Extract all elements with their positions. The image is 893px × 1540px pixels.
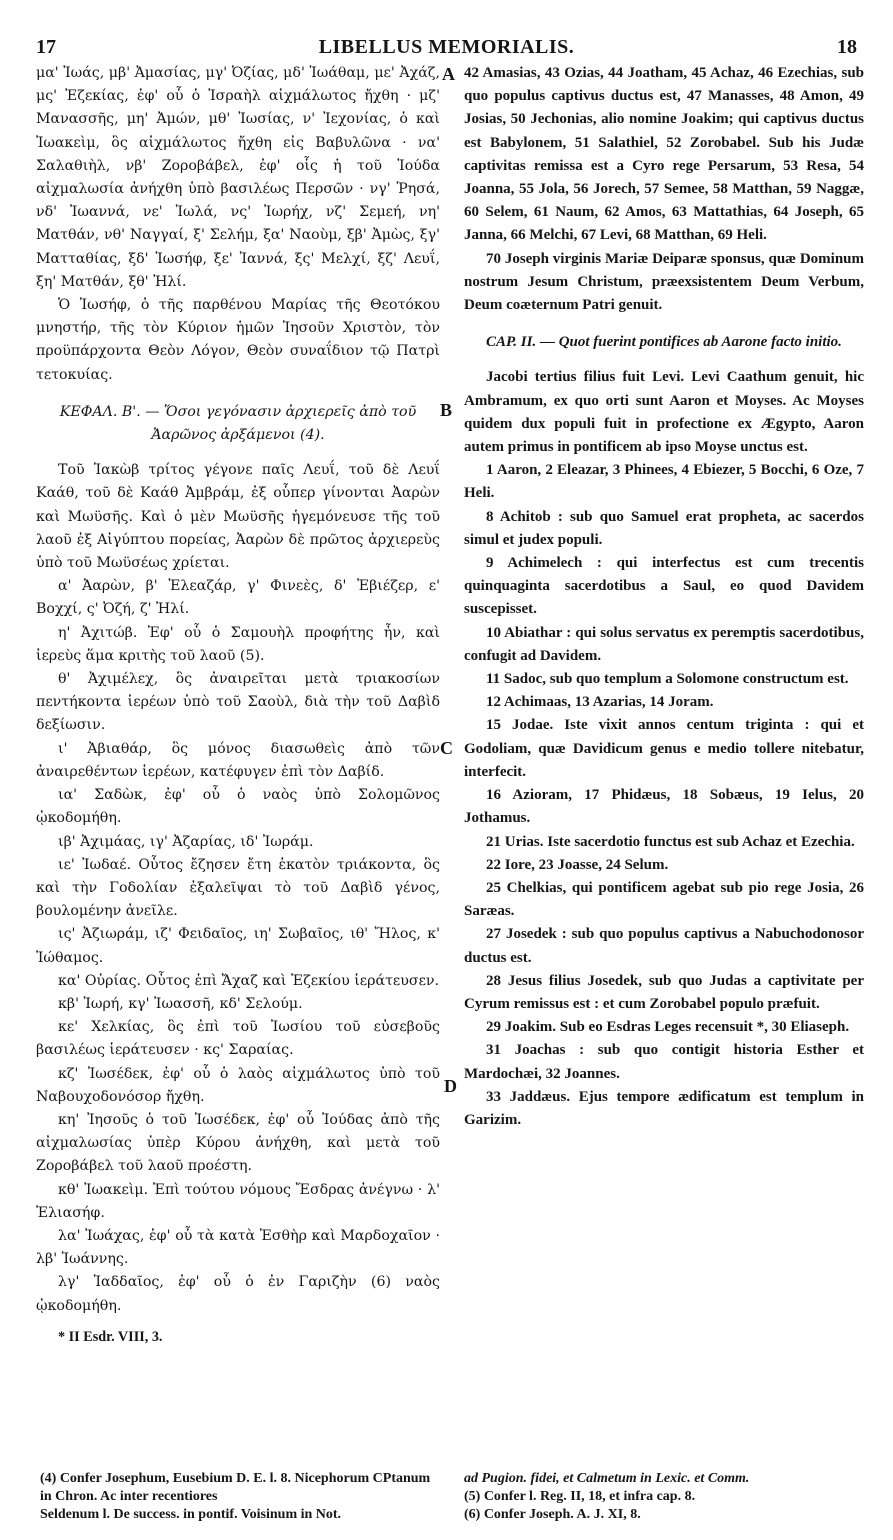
greek-paragraph: ις' Ἀζιωράμ, ιζ' Φειδαῖος, ιη' Σωβαῖος, ιθ' Ἤλος, κ' Ἰώθαμος.	[36, 926, 440, 966]
latin-paragraph: 25 Chelkias, qui pontificem agebat sub pio rege Josia, 26 Saræas.	[464, 879, 864, 920]
greek-chapter-heading: ΚΕΦΑΛ. Β'. — Ὅσοι γεγόνασιν ἀρχιερεῖς ἀπὸ τοῦ Ἀαρῶνος ἀρξάμενοι (4).	[59, 403, 417, 444]
greek-paragraph: μα' Ἰωάς, μβ' Ἀμασίας, μγ' Ὀζίας, μδ' Ἰωάθαμ, με' Ἀχάζ, μς' Ἐζεκίας, ἐφ' οὗ ὁ Ἰσραὴλ αἰχμάλωτος ἤχθη · μζ' Μανασσῆς, μη' Ἀμών, μθ' Ἰωσίας, ν' Ἰεχονίας, ὁ καὶ Ἰωακεὶμ, ὃς αἰχμάλωτος ἤχθη εἰς Βαβυλῶνα · να' Σαλαθιὴλ, νβ' Ζοροβάβελ, ἐφ' οἷς ἡ τοῦ Ἰούδα αἰχμαλωσία ἀνήχθη ὑπὸ βασιλέως Περσῶν · νγ' Ῥησά, νδ' Ἰωαννά, νε' Ἰωλά, νς' Ἰωρήχ, νζ' Σεμεή, νη' Ματθάν, νθ' Ναγγαί, ξ' Σελήμ, ξα' Ναοὺμ, ξβ' Ἀμὼς, ξγ' Ματταθίας, ξδ' Ἰωσήφ, ξε' Ἰαννά, ξς' Μελχί, ξζ' Λευΐ, ξη' Ματθάν, ξθ' Ἠλί.	[36, 65, 440, 290]
margin-marker-b: B	[440, 400, 453, 420]
greek-paragraph: ιε' Ἰωδαέ. Οὗτος ἔζησεν ἔτη ἑκατὸν τριάκοντα, ὃς καὶ τὴν Γοδολίαν ἐξαλεῖψαι τὸ τοῦ Δαβὶδ γένος, βουλομένην ἀνεῖλε.	[36, 856, 440, 920]
latin-chapter-heading: CAP. II. — Quot fuerint pontifices ab Aarone facto initio.	[486, 334, 842, 351]
greek-paragraph: κε' Χελκίας, ὃς ἐπὶ τοῦ Ἰωσίου τοῦ εὐσεβοῦς βασιλέως ἱεράτευσεν · κς' Σαραίας.	[36, 1019, 440, 1059]
greek-paragraph: Ὁ Ἰωσήφ, ὁ τῆς παρθένου Μαρίας τῆς Θεοτόκου μνηστήρ, τῆς τὸν Κύριον ἡμῶν Ἰησοῦν Χριστὸν, τὸν προϋπάρχοντα Θεὸν Λόγον, Θεὸν συναΐδιον τῷ Πατρὶ τετοκυίας.	[36, 297, 440, 383]
greek-paragraph: α' Ἀαρὼν, β' Ἐλεαζάρ, γ' Φινεὲς, δ' Ἐβιέζερ, ε' Βοχχί, ς' Ὀζή, ζ' Ἠλί.	[36, 578, 440, 618]
greek-paragraph: ι' Ἀβιαθάρ, ὃς μόνος διασωθεὶς ἀπὸ τῶν ἀναιρεθέντων ἱερέων, κατέφυγεν ἐπὶ τὸν Δαβίδ.	[36, 740, 440, 780]
greek-paragraph: κα' Οὐρίας. Οὗτος ἐπὶ Ἄχαζ καὶ Ἐζεκίου ἱεράτευσεν.	[58, 972, 440, 989]
latin-paragraph: 15 Jodae. Iste vixit annos centum triginta : qui et Godoliam, quæ Davidicum genus e medio tollere nitebatur, interfecit.	[464, 717, 864, 780]
greek-column	[36, 62, 440, 1349]
latin-paragraph: 31 Joachas : sub quo contigit historia Esther et Mardochæi, 32 Joannes.	[464, 1042, 864, 1082]
greek-paragraph: κθ' Ἰωακεὶμ. Ἐπὶ τούτου νόμους Ἔσδρας ἀνέγνω · λ' Ἐλιασήφ.	[36, 1181, 440, 1221]
latin-paragraph: 29 Joakim. Sub eo Esdras Leges recensuit *, 30 Eliaseph.	[486, 1019, 850, 1036]
margin-marker-c: C	[440, 738, 453, 758]
latin-paragraph: 22 Iore, 23 Joasse, 24 Selum.	[486, 856, 669, 873]
greek-paragraph: λα' Ἰωάχας, ἐφ' οὗ τὰ κατὰ Ἐσθὴρ καὶ Μαρδοχαῖον · λβ' Ἰωάννης.	[36, 1227, 440, 1268]
latin-paragraph: 16 Azioram, 17 Phidæus, 18 Sobæus, 19 Ielus, 20 Jothamus.	[464, 787, 864, 827]
footnote-line: (4) Confer Josephum, Eusebium D. E. l. 8. Nicephorum CPtanum in Chron. Ac inter recentiores	[40, 1471, 431, 1504]
latin-column	[464, 62, 864, 1132]
margin-marker-a: A	[442, 64, 455, 84]
greek-paragraph: κβ' Ἰωρή, κγ' Ἰωασσῆ, κδ' Σελούμ.	[58, 995, 303, 1012]
page-number-right: 18	[837, 36, 857, 58]
running-head	[36, 36, 857, 62]
footnote-line: (6) Confer Joseph. A. J. XI, 8.	[464, 1507, 641, 1522]
latin-paragraph: 70 Joseph virginis Mariæ Deiparæ sponsus, quæ Dominum nostrum Jesum Christum, præexsistentem Deum Verbum, Deum coæternum Patri genuit.	[464, 250, 864, 314]
latin-paragraph: 1 Aaron, 2 Eleazar, 3 Phinees, 4 Ebiezer, 5 Bocchi, 6 Oze, 7 Heli.	[464, 462, 864, 502]
latin-paragraph: 12 Achimaas, 13 Azarias, 14 Joram.	[486, 694, 714, 711]
latin-paragraph: Jacobi tertius filius fuit Levi. Levi Caathum genuit, hic Ambramum, ex quo orti sunt Aaron et Moyses. Ac Moyses quidem dux populi fuit in profectione ex Ægypto, Aaron autem primus in pontificem ab ipso Moyse unctus est.	[464, 369, 864, 456]
footnote-line: (5) Confer l. Reg. II, 18, et infra cap. 8.	[464, 1489, 696, 1504]
greek-paragraph: θ' Ἀχιμέλεχ, ὃς ἀναιρεῖται μετὰ τριακοσίων πεντήκοντα ἱερέων ὑπὸ τοῦ Σαοὺλ, διὰ τὴν τοῦ Δαβὶδ δεξίωσιν.	[36, 671, 440, 734]
latin-paragraph: 11 Sadoc, sub quo templum a Solomone constructum est.	[486, 671, 849, 688]
greek-paragraph: κη' Ἰησοῦς ὁ τοῦ Ἰωσέδεκ, ἐφ' οὗ Ἰούδας ἀπὸ τῆς αἰχμαλωσίας ὑπὲρ Κύρου ἀνήχθη, καὶ μετὰ τοῦ Ζοροβάβελ τοῦ λαοῦ προέστη.	[36, 1111, 440, 1175]
latin-paragraph: 10 Abiathar : qui solus servatus ex peremptis sacerdotibus, confugit ad Davidem.	[464, 624, 864, 664]
latin-paragraph: 27 Josedek : sub quo populus captivus a Nabuchodonosor ductus est.	[464, 926, 864, 966]
footnote-line: ad Pugion. fidei, et Calmetum in Lexic. et Comm.	[464, 1471, 750, 1486]
side-note: * II Esdr. VIII, 3.	[58, 1328, 163, 1345]
greek-paragraph: ιβ' Ἀχιμάας, ιγ' Ἀζαρίας, ιδ' Ἰωράμ.	[58, 833, 314, 850]
latin-paragraph: 8 Achitob : sub quo Samuel erat propheta, ac sacerdos simul et judex populi.	[464, 508, 864, 548]
footnotes-left	[40, 1470, 440, 1524]
latin-paragraph: 33 Jaddæus. Ejus tempore ædificatum est templum in Garizim.	[464, 1088, 864, 1128]
greek-paragraph: ια' Σαδὼκ, ἐφ' οὗ ὁ ναὸς ὑπὸ Σολομῶνος ᾠκοδομήθη.	[36, 787, 440, 827]
footnote-line: Seldenum l. De success. in pontif. Voisinum in Not.	[40, 1507, 342, 1522]
latin-paragraph: 42 Amasias, 43 Ozias, 44 Joatham, 45 Achaz, 46 Ezechias, sub quo populus captivus ductus est, 47 Manasses, 48 Amon, 49 Josias, 50 Jechonias, alio nomine Joakim; qui captivus ductus est Babylonem, 51 Salathiel, 52 Zorobabel. Sub his Judæ captivitas remissa est a Cyro rege Persarum, 53 Resa, 54 Joanna, 55 Jola, 56 Jorech, 57 Semee, 58 Matthan, 59 Naggæ, 60 Selem, 61 Naum, 62 Amos, 63 Mattathias, 64 Joseph, 65 Janna, 66 Melchi, 67 Levi, 68 Matthan, 69 Heli.	[464, 65, 864, 244]
footnotes-right	[464, 1470, 864, 1524]
running-title: LIBELLUS MEMORIALIS.	[318, 36, 575, 58]
latin-paragraph: 28 Jesus filius Josedek, sub quo Judas a captivitate per Cyrum remissus est : et cum Zorobabel populo præfuit.	[464, 972, 864, 1012]
greek-paragraph: η' Ἀχιτώβ. Ἐφ' οὗ ὁ Σαμουὴλ προφήτης ἦν, καὶ ἱερεὺς ἅμα κριτὴς τοῦ λαοῦ (5).	[36, 624, 440, 664]
latin-paragraph: 9 Achimelech : qui interfectus est cum trecentis quinquaginta sacerdotibus a Saul, eo quod Davidem suscepisset.	[464, 555, 864, 618]
margin-marker-d: D	[444, 1076, 457, 1096]
page-number-left: 17	[36, 36, 56, 58]
greek-paragraph: λγ' Ἰαδδαῖος, ἐφ' οὗ ὁ ἐν Γαριζὴν (6) ναὸς ᾠκοδομήθη.	[36, 1274, 440, 1314]
latin-paragraph: 21 Urias. Iste sacerdotio functus est sub Achaz et Ezechia.	[486, 833, 855, 850]
greek-paragraph: κζ' Ἰωσέδεκ, ἐφ' οὗ ὁ λαὸς αἰχμάλωτος ὑπὸ τοῦ Ναβουχοδονόσορ ἤχθη.	[36, 1065, 440, 1105]
greek-paragraph: Τοῦ Ἰακὼβ τρίτος γέγονε παῖς Λευΐ, τοῦ δὲ Λευΐ Καάθ, τοῦ δὲ Καάθ Ἀμβράμ, ἐξ οὗπερ γίνονται Ἀαρὼν καὶ Μωϋσῆς. Καὶ ὁ μὲν Μωϋσῆς ἡγεμόνευσε τῆς τοῦ λαοῦ ἐξ Αἰγύπτου πορείας, Ἀαρὼν δὲ πρῶτος ἀρχιερεὺς ὑπὸ τοῦ Μωϋσέως χρίεται.	[36, 462, 440, 572]
